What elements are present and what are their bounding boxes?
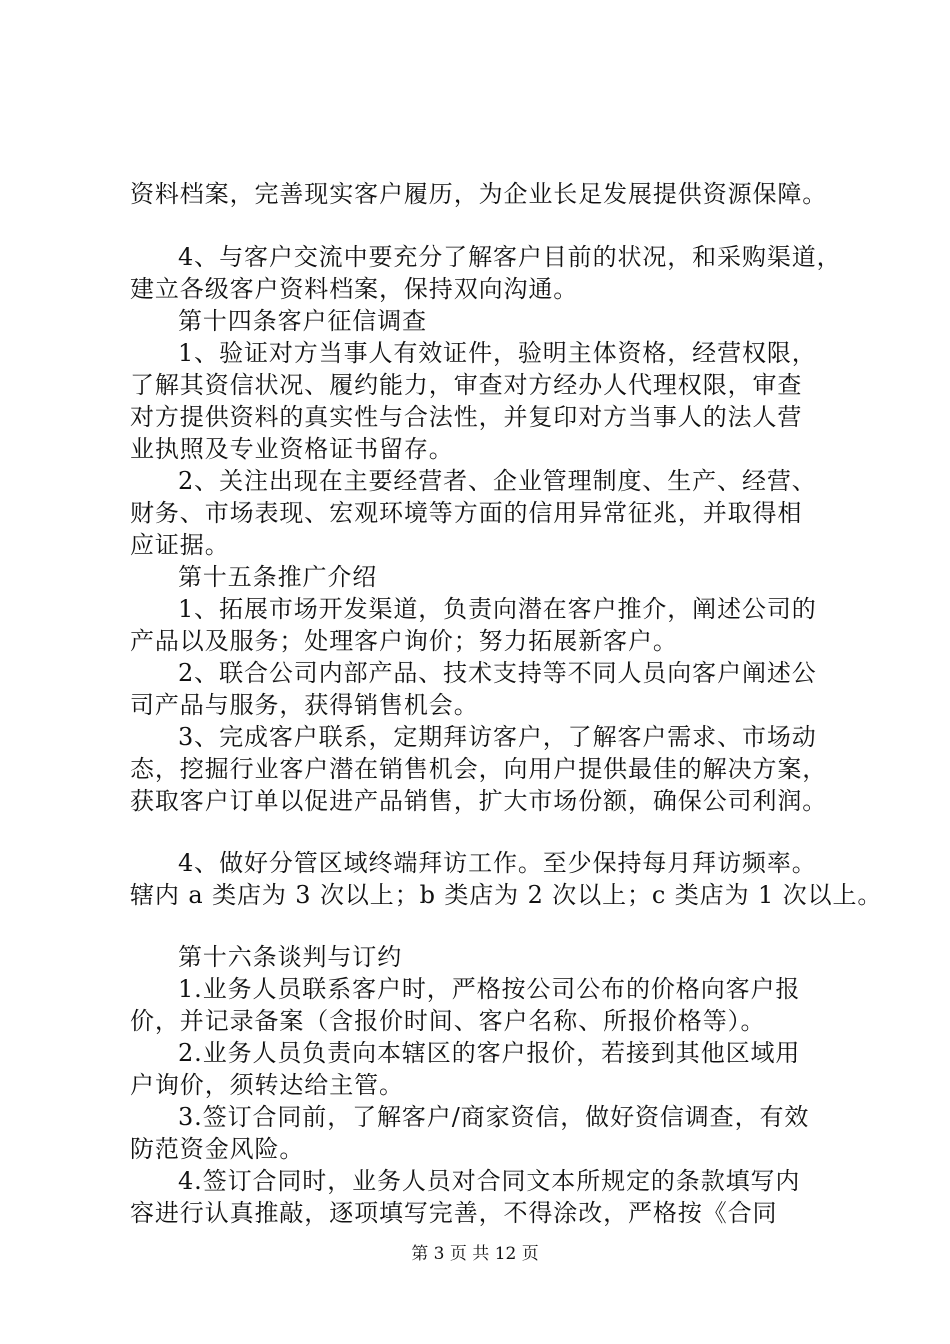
- text-line: 户询价，须转达给主管。: [130, 1071, 404, 1099]
- text-line: 4.签订合同时，业务人员对合同文本所规定的条款填写内: [178, 1167, 801, 1195]
- text-line: 2、关注出现在主要经营者、企业管理制度、生产、经营、: [178, 467, 817, 495]
- text-line: 2.业务人员负责向本辖区的客户报价，若接到其他区域用: [178, 1039, 801, 1067]
- text-line: 产品以及服务；处理客户询价；努力拓展新客户。: [130, 627, 678, 655]
- text-line: 获取客户订单以促进产品销售，扩大市场份额，确保公司利润。: [130, 787, 828, 815]
- text-line: 3.签订合同前，了解客户/商家资信，做好资信调查，有效: [178, 1103, 810, 1131]
- section-heading: 第十六条谈判与订约: [178, 943, 403, 971]
- text-line: 应证据。: [130, 531, 230, 559]
- text-line: 资料档案，完善现实客户履历，为企业长足发展提供资源保障。: [130, 180, 828, 208]
- section-heading: 第十四条客户征信调查: [178, 307, 427, 335]
- text-line: 财务、市场表现、宏观环境等方面的信用异常征兆，并取得相: [130, 499, 803, 527]
- section-heading: 第十五条推广介绍: [178, 563, 378, 591]
- text-line: 3、完成客户联系，定期拜访客户，了解客户需求、市场动: [178, 723, 817, 751]
- text-line: 辖内 a 类店为 3 次以上；b 类店为 2 次以上；c 类店为 1 次以上。: [130, 881, 883, 909]
- text-line: 态，挖掘行业客户潜在销售机会，向用户提供最佳的解决方案，: [130, 755, 828, 783]
- text-line: 容进行认真推敲，逐项填写完善，不得涂改，严格按《合同: [130, 1199, 778, 1227]
- text-line: 1、验证对方当事人有效证件，验明主体资格，经营权限，: [178, 339, 817, 367]
- text-line: 价，并记录备案（含报价时间、客户名称、所报价格等）。: [130, 1007, 766, 1035]
- text-line: 4、做好分管区域终端拜访工作。至少保持每月拜访频率。: [178, 849, 817, 877]
- text-line: 对方提供资料的真实性与合法性，并复印对方当事人的法人营: [130, 403, 803, 431]
- text-line: 建立各级客户资料档案，保持双向沟通。: [130, 275, 579, 303]
- text-line: 1、拓展市场开发渠道，负责向潜在客户推介，阐述公司的: [178, 595, 817, 623]
- text-line: 4、与客户交流中要充分了解客户目前的状况，和采购渠道，: [178, 243, 842, 271]
- text-line: 了解其资信状况、履约能力，审查对方经办人代理权限，审查: [130, 371, 803, 399]
- page-number-footer: 第 3 页 共 12 页: [411, 1244, 539, 1264]
- text-line: 2、联合公司内部产品、技术支持等不同人员向客户阐述公: [178, 659, 817, 687]
- text-line: 司产品与服务，获得销售机会。: [130, 691, 479, 719]
- text-line: 业执照及专业资格证书留存。: [130, 435, 454, 463]
- text-line: 1.业务人员联系客户时，严格按公司公布的价格向客户报: [178, 975, 801, 1003]
- text-line: 防范资金风险。: [130, 1135, 305, 1163]
